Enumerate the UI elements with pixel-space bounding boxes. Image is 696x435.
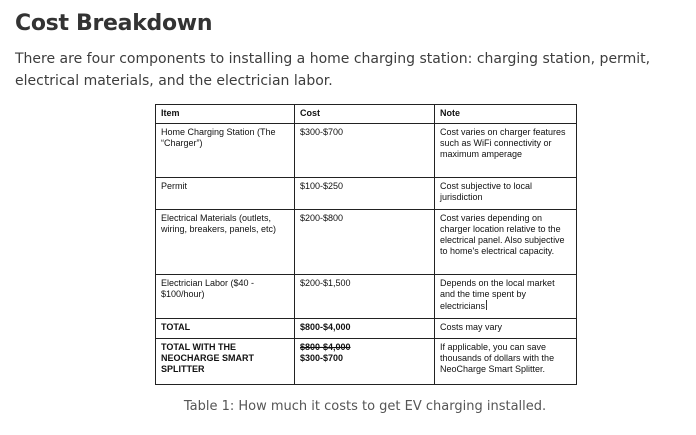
cell-item: TOTAL WITH THE NEOCHARGE SMART SPLITTER xyxy=(156,339,295,385)
table-row xyxy=(156,124,577,178)
cell-item: Electrical Materials (outlets, wiring, breakers, panels, etc) xyxy=(156,210,295,275)
new-cost: $300-$700 xyxy=(300,353,344,363)
note-text: Depends on the local market and the time spent by electricians xyxy=(440,278,555,311)
cell-cost: $200-$1,500 xyxy=(295,275,435,319)
header-cost: Cost xyxy=(295,105,435,124)
table-row-total xyxy=(156,319,577,339)
old-cost: $800-$4,000 xyxy=(300,342,351,352)
cell-cost: $100-$250 xyxy=(295,178,435,210)
cell-item: Permit xyxy=(156,178,295,210)
cost-breakdown-table xyxy=(155,104,577,385)
cell-note: Cost subjective to local jurisdiction xyxy=(435,178,577,210)
header-item: Item xyxy=(156,105,295,124)
cost-table-image xyxy=(155,104,576,393)
table-row xyxy=(156,210,577,275)
cell-cost: $200-$800 xyxy=(295,210,435,275)
cell-cost: $300-$700 xyxy=(295,124,435,178)
cell-cost xyxy=(295,339,435,385)
cell-note: Cost varies depending on charger location relative to the electrical panel. Also subjective to home's electrical capacity. xyxy=(435,210,577,275)
cell-item: TOTAL xyxy=(156,319,295,339)
table-row xyxy=(156,275,577,319)
intro-paragraph: There are four components to installing a home charging station: charging station, permit, electrical materials, and the electrician labor. xyxy=(15,51,651,89)
table-caption: Table 1: How much it costs to get EV charging installed. xyxy=(183,399,547,414)
cell-item: Home Charging Station (The “Charger”) xyxy=(156,124,295,178)
table-row xyxy=(156,178,577,210)
cell-note: Cost varies on charger features such as WiFi connectivity or maximum amperage xyxy=(435,124,577,178)
text-cursor xyxy=(486,300,487,310)
cell-note xyxy=(435,275,577,319)
table-header-row xyxy=(156,105,577,124)
cell-item: Electrician Labor ($40 - $100/hour) xyxy=(156,275,295,319)
table-row-total-splitter xyxy=(156,339,577,385)
cell-note: Costs may vary xyxy=(435,319,577,339)
header-note: Note xyxy=(435,105,577,124)
section-heading: Cost Breakdown xyxy=(15,11,213,36)
cell-note: If applicable, you can save thousands of dollars with the NeoCharge Smart Splitter. xyxy=(435,339,577,385)
cell-cost: $800-$4,000 xyxy=(295,319,435,339)
